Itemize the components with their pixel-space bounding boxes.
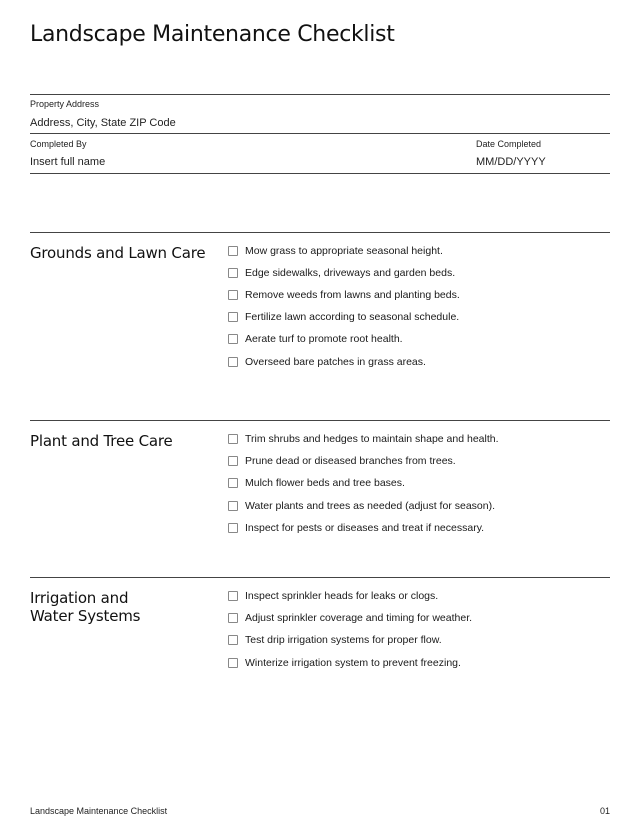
- section-title-plant: Plant and Tree Care: [30, 432, 173, 450]
- checklist-item[interactable]: Edge sidewalks, driveways and garden beds.: [228, 266, 455, 280]
- checkbox[interactable]: [228, 591, 238, 601]
- checkbox[interactable]: [228, 290, 238, 300]
- page-title: Landscape Maintenance Checklist: [30, 22, 395, 47]
- checklist-item[interactable]: Test drip irrigation systems for proper flow.: [228, 633, 442, 647]
- section-title-grounds: Grounds and Lawn Care: [30, 244, 206, 262]
- checklist-item[interactable]: Adjust sprinkler coverage and timing for weather.: [228, 611, 472, 625]
- checkbox[interactable]: [228, 456, 238, 466]
- checklist-item[interactable]: Prune dead or diseased branches from trees.: [228, 454, 456, 468]
- checklist-item[interactable]: Overseed bare patches in grass areas.: [228, 355, 426, 369]
- checkbox[interactable]: [228, 312, 238, 322]
- checklist-item[interactable]: Mulch flower beds and tree bases.: [228, 476, 405, 490]
- divider: [30, 133, 610, 134]
- completed-by-label: Completed By: [30, 139, 87, 149]
- checklist-item[interactable]: Trim shrubs and hedges to maintain shape and health.: [228, 432, 499, 446]
- section-divider: [30, 577, 610, 578]
- checkbox[interactable]: [228, 434, 238, 444]
- checkbox[interactable]: [228, 523, 238, 533]
- checkbox[interactable]: [228, 501, 238, 511]
- divider: [30, 94, 610, 95]
- checkbox[interactable]: [228, 357, 238, 367]
- section-divider: [30, 420, 610, 421]
- property-address-label: Property Address: [30, 99, 100, 109]
- checklist-item[interactable]: Inspect for pests or diseases and treat if necessary.: [228, 521, 484, 535]
- page-number: 01: [599, 806, 610, 816]
- checkbox[interactable]: [228, 334, 238, 344]
- checkbox[interactable]: [228, 268, 238, 278]
- checkbox[interactable]: [228, 246, 238, 256]
- checkbox[interactable]: [228, 478, 238, 488]
- checklist-item[interactable]: Inspect sprinkler heads for leaks or clogs.: [228, 589, 438, 603]
- date-completed-field[interactable]: MM/DD/YYYY: [476, 156, 546, 168]
- divider: [30, 173, 610, 174]
- checklist-item[interactable]: Winterize irrigation system to prevent freezing.: [228, 656, 461, 670]
- checklist-item[interactable]: Remove weeds from lawns and planting beds.: [228, 288, 460, 302]
- checklist-item[interactable]: Water plants and trees as needed (adjust for season).: [228, 499, 495, 513]
- checklist-item[interactable]: Aerate turf to promote root health.: [228, 332, 403, 346]
- checklist-item[interactable]: Mow grass to appropriate seasonal height.: [228, 244, 443, 258]
- section-title-irrigation: Irrigation and Water Systems: [30, 589, 141, 625]
- section-divider: [30, 232, 610, 233]
- date-completed-label: Date Completed: [476, 139, 542, 149]
- footer-doc-name: Landscape Maintenance Checklist: [30, 806, 168, 816]
- checkbox[interactable]: [228, 658, 238, 668]
- property-address-field[interactable]: Address, City, State ZIP Code: [30, 117, 176, 129]
- checkbox[interactable]: [228, 613, 238, 623]
- checkbox[interactable]: [228, 635, 238, 645]
- completed-by-field[interactable]: Insert full name: [30, 156, 106, 168]
- checklist-item[interactable]: Fertilize lawn according to seasonal schedule.: [228, 310, 459, 324]
